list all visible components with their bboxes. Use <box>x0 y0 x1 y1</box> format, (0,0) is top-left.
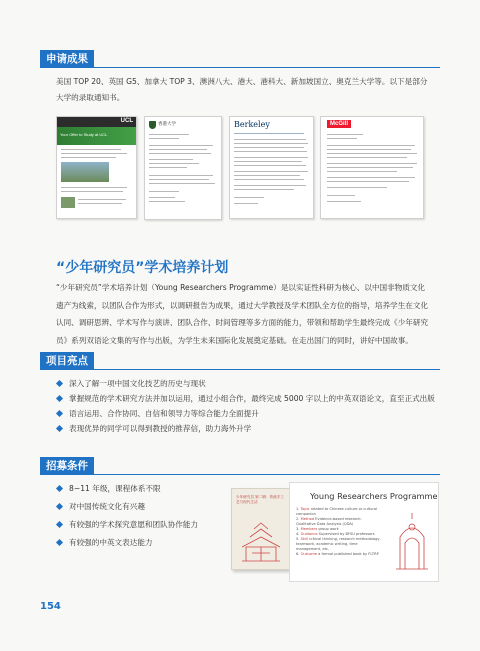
list-item: 对中国传统文化有兴趣 <box>56 498 226 516</box>
list-item: 有较强的学术探究意愿和团队协作能力 <box>56 516 226 534</box>
hku-crest-icon <box>149 121 156 129</box>
results-divider <box>40 67 440 68</box>
diamond-bullet-icon <box>56 503 63 510</box>
berkeley-logo: Berkeley <box>234 120 270 129</box>
list-item: 有较强的中英文表达能力 <box>56 534 226 552</box>
requirements-divider <box>40 474 440 475</box>
list-item: 5. Skill critical thinking, research methodology, teamwork, academic writing, time management, etc. <box>296 537 381 551</box>
list-item: 6. Outcome a formal published book by FLTRP <box>296 552 379 556</box>
ucl-logo: UCL <box>120 118 133 124</box>
list-item: 1. Topic related to Chinese culture or cultural companion <box>296 507 378 516</box>
ucl-campus-photo <box>61 162 109 182</box>
list-item: 2. Method Evidence-based research: Qualitative Data Analysis (QDA) <box>296 517 362 526</box>
results-section-tag: 申请成果 <box>40 50 94 68</box>
requirements-list <box>56 480 226 552</box>
diamond-bullet-icon <box>56 539 63 546</box>
requirements-section-tag: 招募条件 <box>40 457 94 475</box>
program-description: “少年研究员”学术培养计划（Young Researchers Programme）是以实证性科研为核心、以中国非物质文化遗产为线索，以团队合作为形式，以调研报告为成果，通过大学教授及学术团队全方位的指导，培养学生在文化认同、调研思辨、学术写作与演讲、团队合作、时间管理等多方面的能力，带领和帮助学生最终完成《少年研究员》系列双语论文集的写作与出版，为学生未来国际化发展奠定基础。在走出国门的同时，讲好中国故事。 <box>56 283 429 345</box>
highlights-list <box>56 376 436 436</box>
ucl-thumbnail <box>61 197 75 208</box>
list-item: 深入了解一项中国文化技艺的历史与现状 <box>56 376 436 391</box>
offer-letter-ucl <box>56 116 137 219</box>
ucl-banner-text: Your Offer to Study at UCL <box>60 132 108 137</box>
list-item: 表现优异的同学可以得到教授的推荐信，助力海外升学 <box>56 421 436 436</box>
programme-card-title: Young Researchers Programme <box>310 491 438 501</box>
book-cover <box>231 488 291 570</box>
diamond-bullet-icon <box>56 521 63 528</box>
highlights-divider <box>40 369 440 370</box>
offer-letter-hku <box>144 116 222 220</box>
diamond-bullet-icon <box>56 425 63 432</box>
hku-name: 香港大学 <box>158 122 176 127</box>
ucl-banner <box>57 127 136 145</box>
mcgill-logo: McGill <box>327 120 351 128</box>
diamond-bullet-icon <box>56 395 63 402</box>
list-item: 3. Members group work <box>296 527 339 531</box>
programme-card-list <box>296 507 382 557</box>
diamond-bullet-icon <box>56 410 63 417</box>
list-item: 8~11 年级，课程体系不限 <box>56 480 226 498</box>
program-title: “少年研究员”学术培养计划 <box>56 260 229 276</box>
programme-card <box>289 482 439 582</box>
offer-letter-mcgill <box>320 116 424 219</box>
pagoda-illustration-icon <box>232 511 290 570</box>
diamond-bullet-icon <box>56 485 63 492</box>
highlights-section-tag: 项目亮点 <box>40 352 94 370</box>
list-item: 4. Guidance Supervised by BFSU professors <box>296 532 375 536</box>
list-item: 掌握规范的学术研究方法并加以运用，通过小组合作，最终完成 5000 字以上的中英双语论文，直至正式出版 <box>56 391 436 406</box>
page-number: 154 <box>40 601 61 612</box>
list-item: 语言运用、合作协同、自信和领导力等综合能力全面提升 <box>56 406 436 421</box>
offer-letter-berkeley <box>229 116 314 219</box>
results-intro: 美国 TOP 20、英国 G5、加拿大 TOP 3、澳洲八大、港大、港科大、新加坡国立、奥克兰大学等。以下是部分大学的录取通知书。 <box>56 77 428 102</box>
diamond-bullet-icon <box>56 380 63 387</box>
arch-illustration-icon <box>392 509 432 575</box>
book-title: 少年研究员 第二辑：传统手工艺与现代生活 <box>236 495 284 504</box>
